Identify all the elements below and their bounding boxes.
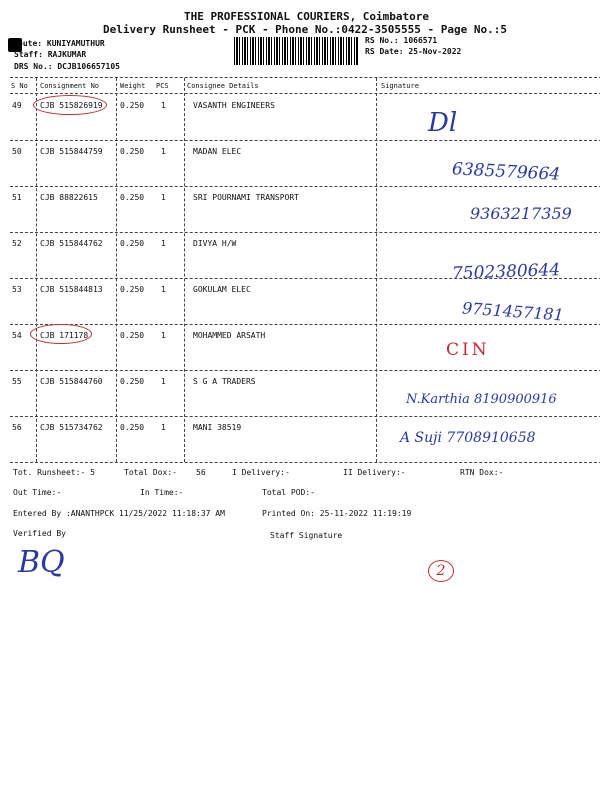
col-divider [376,78,377,462]
entered-by: Entered By :ANANTHPCK 11/25/2022 11:18:37 AM [13,509,225,518]
row-consignment: CJB 515844759 [40,147,103,156]
i-delivery: I Delivery:- [232,468,290,477]
row-pcs: 1 [161,193,166,202]
verified-by: Verified By [13,529,66,538]
row-rule [10,140,600,141]
row-weight: 0.250 [120,147,145,156]
out-time: Out Time:- [13,488,62,497]
row-consignee: GOKULAM ELEC [193,285,251,294]
row-consignee: S G A TRADERS [193,377,256,386]
row-sno: 53 [12,285,22,294]
row-consignment: CJB 171178 [40,331,89,340]
red-circle-mark [30,324,92,344]
row-rule [10,324,600,325]
row-consignment: CJB 515844813 [40,285,103,294]
row-signature: 9751457181 [461,298,565,325]
row-signature: CIN [446,340,490,360]
verifier-signature: BQ [18,545,65,580]
row-signature: 9363217359 [470,204,572,223]
col-pcs: PCS [156,82,169,90]
row-signature: 6385579664 [451,159,561,185]
page-mark: 2 [428,560,454,582]
row-sno: 55 [12,377,22,386]
col-divider [184,78,185,462]
row-rule [10,232,600,233]
total-pod: Total POD:- [262,488,315,497]
row-pcs: 1 [161,285,166,294]
rs-date: RS Date: 25-Nov-2022 [365,47,462,56]
total-dox-value: 56 [196,468,206,477]
row-weight: 0.250 [120,285,145,294]
row-sno: 51 [12,193,22,202]
row-sno: 52 [12,239,22,248]
row-signature: N.Karthia 8190900916 [406,392,557,407]
row-consignee: MADAN ELEC [193,147,242,156]
col-divider [116,78,117,462]
row-sno: 54 [12,331,22,340]
route-label: oute: KUNIYAMUTHUR [18,39,105,48]
row-sno: 50 [12,147,22,156]
row-consignment: CJB 515826919 [40,101,103,110]
row-consignee: MOHAMMED ARSATH [193,331,266,340]
row-signature: 7502380644 [451,260,561,284]
row-consignment: CJB 515844760 [40,377,103,386]
row-pcs: 1 [161,101,166,110]
row-pcs: 1 [161,331,166,340]
row-weight: 0.250 [120,377,145,386]
company-title: THE PROFESSIONAL COURIERS, Coimbatore [184,10,430,23]
row-consignment: CJB 88822615 [40,193,98,202]
red-circle-mark [33,95,107,115]
row-signature: Dl [428,108,458,138]
row-pcs: 1 [161,423,166,432]
ii-delivery: II Delivery:- [343,468,406,477]
table-top-rule [10,77,600,78]
barcode [234,37,358,65]
in-time: In Time:- [140,488,184,497]
row-consignment: CJB 515734762 [40,423,103,432]
row-pcs: 1 [161,239,166,248]
printed-on: Printed On: 25-11-2022 11:19:19 [262,509,412,518]
col-sno: S No [11,82,28,90]
rs-number: RS No.: 1066571 [365,36,438,45]
row-rule [10,186,600,187]
row-signature: A Suji 7708910658 [400,430,536,446]
row-rule [10,278,600,279]
row-consignee: SRI POURNAMI TRANSPORT [193,193,299,202]
table-bottom-rule [10,462,600,463]
row-consignee: MANI 38519 [193,423,242,432]
tot-runsheet: Tot. Runsheet:- 5 [13,468,95,477]
row-weight: 0.250 [120,423,145,432]
row-weight: 0.250 [120,239,145,248]
row-pcs: 1 [161,147,166,156]
row-rule [10,370,600,371]
row-weight: 0.250 [120,193,145,202]
runsheet-subtitle: Delivery Runsheet - PCK - Phone No.:0422-3505555 - Page No.:5 [103,23,507,36]
table-header-rule [10,93,600,94]
rtn-dox: RTN Dox:- [460,468,504,477]
total-dox-label: Total Dox:- [124,468,177,477]
staff-label: Staff: RAJKUMAR [14,50,87,59]
row-consignee: DIVYA H/W [193,239,237,248]
col-consignment: Consignment No [40,82,100,90]
staff-signature-label: Staff Signature [270,531,343,540]
row-rule [10,416,600,417]
row-sno: 49 [12,101,22,110]
col-weight: Weight [120,82,146,90]
row-consignment: CJB 515844762 [40,239,103,248]
row-weight: 0.250 [120,101,145,110]
col-signature: Signature [381,82,419,90]
col-consignee: Consignee Details [187,82,259,90]
row-weight: 0.250 [120,331,145,340]
row-sno: 56 [12,423,22,432]
row-pcs: 1 [161,377,166,386]
row-consignee: VASANTH ENGINEERS [193,101,275,110]
drs-number: DRS No.: DCJB106657105 [14,62,120,71]
col-divider [36,78,37,462]
